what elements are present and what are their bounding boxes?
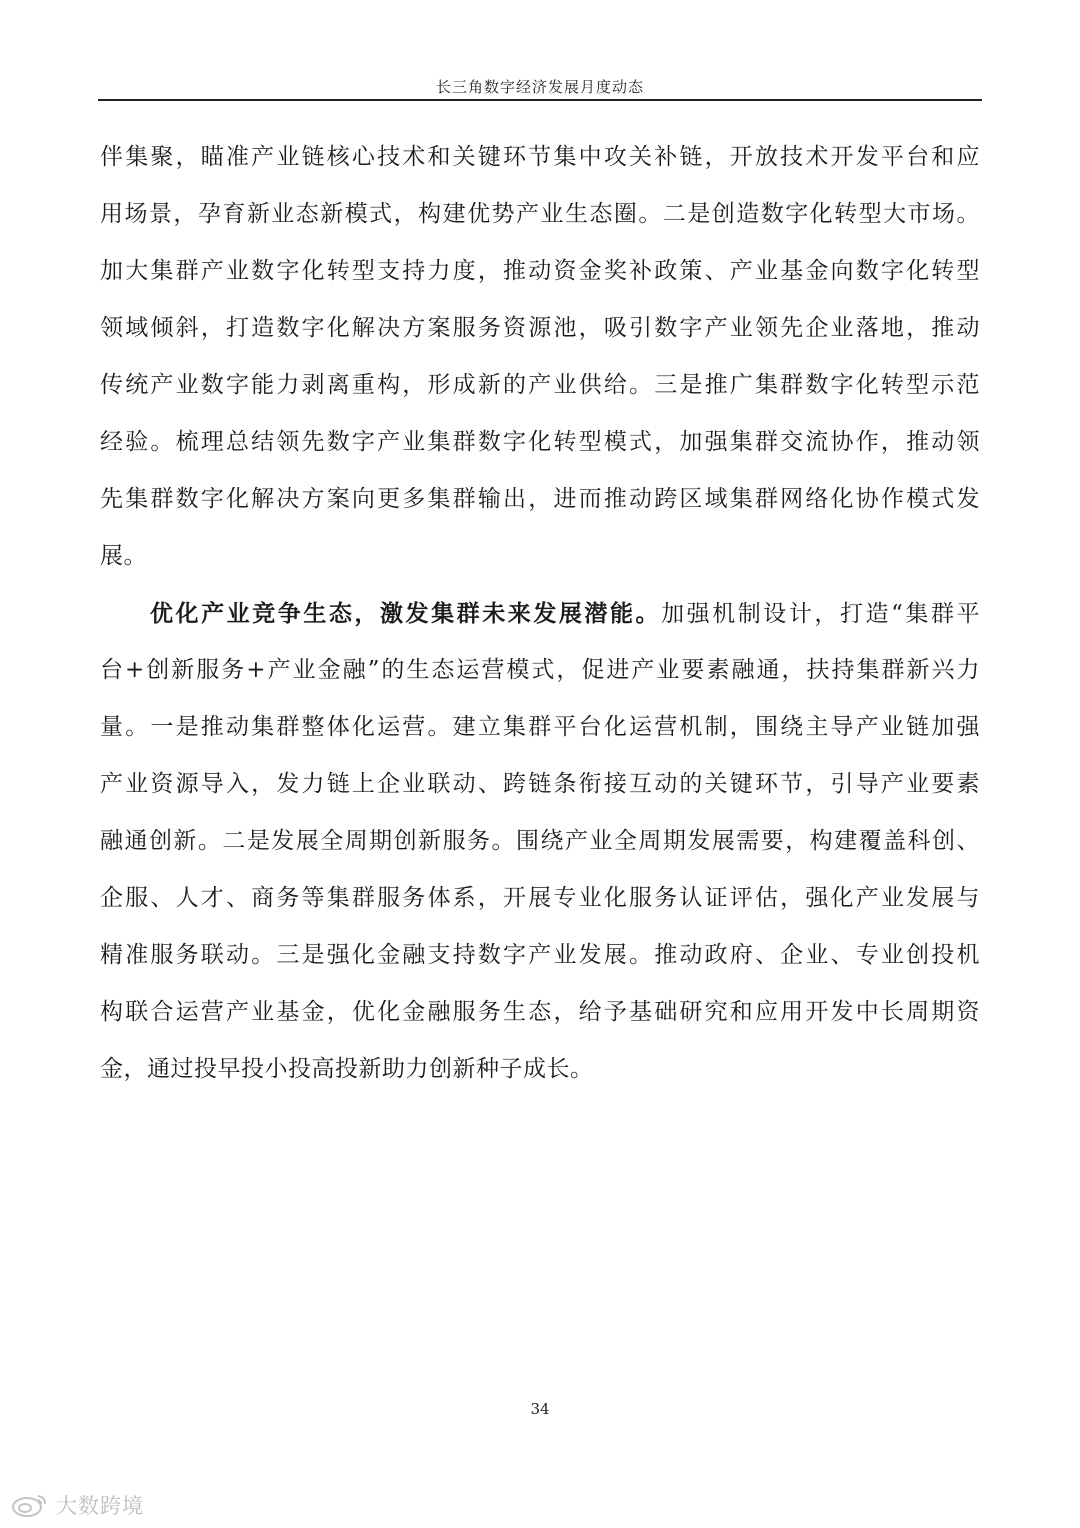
header-divider [98,99,982,101]
paragraph-2-line: 构联合运营产业基金，优化金融服务生态，给予基础研究和应用开发中长周期资 [100,999,980,1025]
paragraph-2-first-line [100,585,980,642]
paragraph-1-line: 传统产业数字能力剥离重构，形成新的产业供给。三是推广集群数字化转型示范 [100,372,980,398]
paragraph-1-line: 先集群数字化解决方案向更多集群输出，进而推动跨区域集群网络化协作模式发 [100,486,980,512]
paragraph-2-line: 企服、人才、商务等集群服务体系，开展专业化服务认证评估，强化产业发展与 [100,885,980,911]
paragraph-1-line: 展。 [100,543,147,569]
page-number: 34 [530,1400,550,1418]
paragraph-2-line: 量。一是推动集群整体化运营。建立集群平台化运营机制，围绕主导产业链加强 [100,714,980,740]
watermark [10,1490,144,1520]
paragraph-1-line: 用场景，孕育新业态新模式，构建优势产业生态圈。二是创造数字化转型大市场。 [100,201,980,227]
paragraph-1-line: 领域倾斜，打造数字化解决方案服务资源池，吸引数字产业领先企业落地，推动 [100,315,980,341]
paragraph-1-line: 伴集聚，瞄准产业链核心技术和关键环节集中攻关补链，开放技术开发平台和应 [100,144,980,170]
running-header: 长三角数字经济发展月度动态 [435,78,644,96]
paragraph-2-line: 台+创新服务+产业金融”的生态运营模式，促进产业要素融通，扶持集群新兴力 [100,657,980,683]
paragraph-2-line: 金，通过投早投小投高投新助力创新种子成长。 [100,1056,594,1082]
paragraph-1-line: 经验。梳理总结领先数字产业集群数字化转型模式，加强集群交流协作，推动领 [100,429,980,455]
paragraph-2-line: 产业资源导入，发力链上企业联动、跨链条衔接互动的关键环节，引导产业要素 [100,771,980,797]
paragraph-1-line: 加大集群产业数字化转型支持力度，推动资金奖补政策、产业基金向数字化转型 [100,258,980,284]
weibo-logo-icon [10,1492,50,1518]
paragraph-2-line: 精准服务联动。三是强化金融支持数字产业发展。推动政府、企业、专业创投机 [100,942,980,968]
paragraph-2-line: 融通创新。二是发展全周期创新服务。围绕产业全周期发展需要，构建覆盖科创、 [100,828,980,854]
document-body [100,129,980,1098]
paragraph-2-heading: 优化产业竞争生态，激发集群未来发展潜能。 [150,600,662,627]
watermark-text: 大数跨境 [56,1494,144,1518]
paragraph-2-first-line-text: 加强机制设计，打造“集群平 [661,601,981,627]
